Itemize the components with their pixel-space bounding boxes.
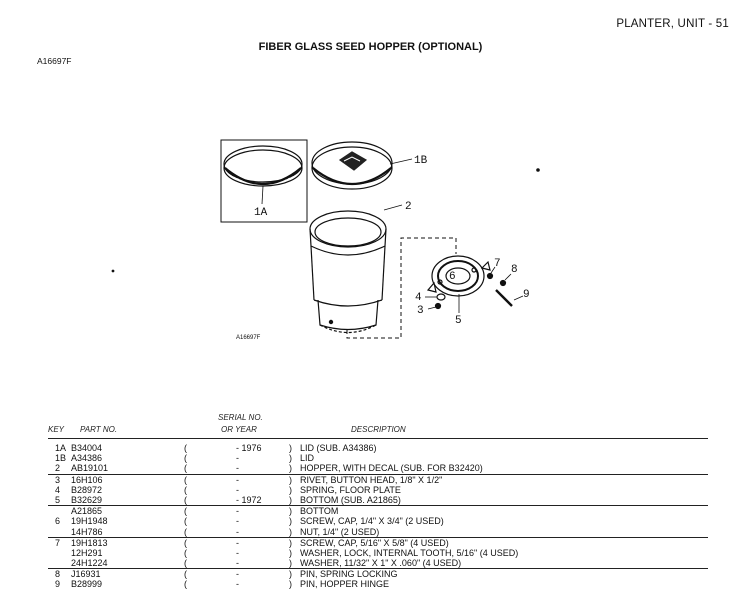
- serial-cell: -: [236, 506, 239, 517]
- serial-cell: - 1976: [236, 443, 262, 453]
- part-number-cell: B34004: [71, 443, 103, 453]
- close-paren: ): [289, 516, 292, 527]
- serial-cell: - 1972: [236, 494, 262, 505]
- serial-cell: -: [236, 516, 239, 527]
- serial-cell: -: [236, 547, 239, 558]
- description-cell: SCREW, CAP, 5/16" X 5/8" (4 USED): [300, 537, 449, 548]
- serial-cell: -: [236, 579, 239, 590]
- description-cell: NUT, 1/4" (2 USED): [300, 526, 380, 537]
- open-paren: (: [184, 526, 187, 537]
- table-row: [48, 516, 708, 526]
- description-cell: BOTTOM: [300, 506, 339, 517]
- callout-6: 6: [449, 271, 456, 283]
- leader-1a: [262, 186, 263, 204]
- serial-cell: -: [236, 537, 239, 548]
- header-key: KEY: [48, 425, 65, 434]
- table-row: [48, 505, 708, 516]
- serial-cell: -: [236, 474, 239, 485]
- serial-cell: -: [236, 484, 239, 495]
- part-number-cell: A34386: [71, 453, 103, 464]
- part-number-cell: B28972: [71, 484, 103, 495]
- header-serial-line2: OR YEAR: [221, 425, 257, 434]
- open-paren: (: [184, 537, 187, 548]
- open-paren: (: [184, 579, 187, 590]
- close-paren: ): [289, 569, 292, 580]
- table-row: [48, 548, 708, 558]
- part-number-cell: AB19101: [71, 463, 109, 474]
- leader-3: [428, 307, 436, 309]
- serial-cell: -: [236, 526, 239, 537]
- open-paren: (: [184, 443, 187, 453]
- close-paren: ): [289, 526, 292, 537]
- close-paren: ): [289, 558, 292, 569]
- bottom-plate-5-drawing: [428, 256, 490, 296]
- callout-8: 8: [511, 264, 518, 276]
- callout-9: 9: [523, 289, 530, 301]
- open-paren: (: [184, 547, 187, 558]
- open-paren: (: [184, 494, 187, 505]
- serial-cell: -: [236, 569, 239, 580]
- callout-1a: 1A: [254, 207, 268, 219]
- callout-4: 4: [415, 292, 422, 304]
- table-row: [48, 537, 708, 548]
- header-rule: [48, 438, 708, 439]
- table-row: [48, 579, 708, 589]
- callout-5: 5: [455, 315, 462, 327]
- table-row: [48, 495, 708, 505]
- close-paren: ): [289, 443, 292, 453]
- serial-cell: -: [236, 453, 239, 464]
- table-row: [48, 558, 708, 568]
- part-number-cell: 19H1813: [71, 537, 108, 548]
- callout-3: 3: [417, 305, 424, 317]
- key-cell: 8: [55, 569, 61, 580]
- key-cell: 5: [55, 494, 61, 505]
- open-paren: (: [184, 569, 187, 580]
- leader-2: [384, 205, 402, 210]
- key-cell: 1B: [55, 453, 67, 464]
- open-paren: (: [184, 484, 187, 495]
- part-number-cell: 24H1224: [71, 558, 108, 569]
- description-cell: SPRING, FLOOR PLATE: [300, 484, 401, 495]
- part-number-cell: A21865: [71, 506, 103, 517]
- part-number-cell: 12H291: [71, 547, 103, 558]
- close-paren: ): [289, 579, 292, 590]
- rivet-3: [436, 304, 441, 309]
- description-cell: WASHER, LOCK, INTERNAL TOOTH, 5/16" (4 USED): [300, 547, 519, 558]
- close-paren: ): [289, 537, 292, 548]
- key-cell: 1A: [55, 443, 67, 453]
- callout-7: 7: [494, 258, 501, 270]
- table-row: [48, 474, 708, 485]
- part-number-cell: 19H1948: [71, 516, 108, 527]
- page-title: FIBER GLASS SEED HOPPER (OPTIONAL): [258, 41, 483, 53]
- close-paren: ): [289, 453, 292, 464]
- description-cell: LID: [300, 453, 315, 464]
- key-cell: 6: [55, 516, 61, 527]
- key-cell: 7: [55, 537, 61, 548]
- header-serial-line1: SERIAL NO.: [218, 413, 263, 422]
- part-number-cell: 16H106: [71, 474, 103, 485]
- open-paren: (: [184, 506, 187, 517]
- key-cell: 3: [55, 474, 61, 485]
- description-cell: HOPPER, WITH DECAL (SUB. FOR B32420): [300, 463, 483, 474]
- table-row: [48, 463, 708, 473]
- lid-1a-drawing: [224, 146, 302, 186]
- description-cell: SCREW, CAP, 1/4" X 3/4" (2 USED): [300, 516, 444, 527]
- part-number-cell: B32629: [71, 494, 103, 505]
- description-cell: PIN, HOPPER HINGE: [300, 579, 390, 590]
- close-paren: ): [289, 484, 292, 495]
- close-paren: ): [289, 463, 292, 474]
- part-number-cell: 14H786: [71, 526, 103, 537]
- section-title: PLANTER, UNIT - 51: [616, 18, 729, 30]
- key-cell: 2: [55, 463, 61, 474]
- open-paren: (: [184, 474, 187, 485]
- serial-cell: -: [236, 558, 239, 569]
- key-cell: 9: [55, 579, 61, 590]
- screw-7: [488, 274, 493, 279]
- open-paren: (: [184, 558, 187, 569]
- description-cell: LID (SUB. A34386): [300, 443, 377, 453]
- description-cell: BOTTOM (SUB. A21865): [300, 494, 401, 505]
- close-paren: ): [289, 494, 292, 505]
- open-paren: (: [184, 516, 187, 527]
- open-paren: (: [184, 463, 187, 474]
- lid-1b-drawing: [312, 142, 392, 189]
- callout-2: 2: [405, 201, 412, 213]
- close-paren: ): [289, 547, 292, 558]
- part-number-cell: B28999: [71, 579, 103, 590]
- spring-4: [437, 294, 445, 300]
- close-paren: ): [289, 474, 292, 485]
- diagram-caption: A16697F: [236, 335, 261, 341]
- close-paren: ): [289, 506, 292, 517]
- hinge-pin-9: [496, 290, 512, 306]
- open-paren: (: [184, 453, 187, 464]
- description-cell: PIN, SPRING LOCKING: [300, 569, 398, 580]
- table-row: [48, 453, 708, 463]
- description-cell: RIVET, BUTTON HEAD, 1/8" X 1/2": [300, 474, 443, 485]
- parts-table: [48, 443, 708, 590]
- description-cell: WASHER, 11/32" X 1" X .060" (4 USED): [300, 558, 462, 569]
- hopper-2-drawing: [310, 211, 386, 333]
- part-number-cell: J16931: [71, 569, 101, 580]
- table-row: [48, 568, 708, 579]
- table-row: [48, 443, 708, 453]
- pin-8: [501, 281, 506, 286]
- table-row: [48, 485, 708, 495]
- leader-9: [514, 296, 523, 300]
- leader-1b: [390, 159, 412, 164]
- key-cell: 4: [55, 484, 61, 495]
- header-part-no: PART NO.: [80, 425, 118, 434]
- header-description: DESCRIPTION: [351, 425, 406, 434]
- table-row: [48, 527, 708, 537]
- serial-cell: -: [236, 463, 239, 474]
- figure-reference-code: A16697F: [37, 56, 72, 66]
- callout-1b: 1B: [414, 155, 428, 167]
